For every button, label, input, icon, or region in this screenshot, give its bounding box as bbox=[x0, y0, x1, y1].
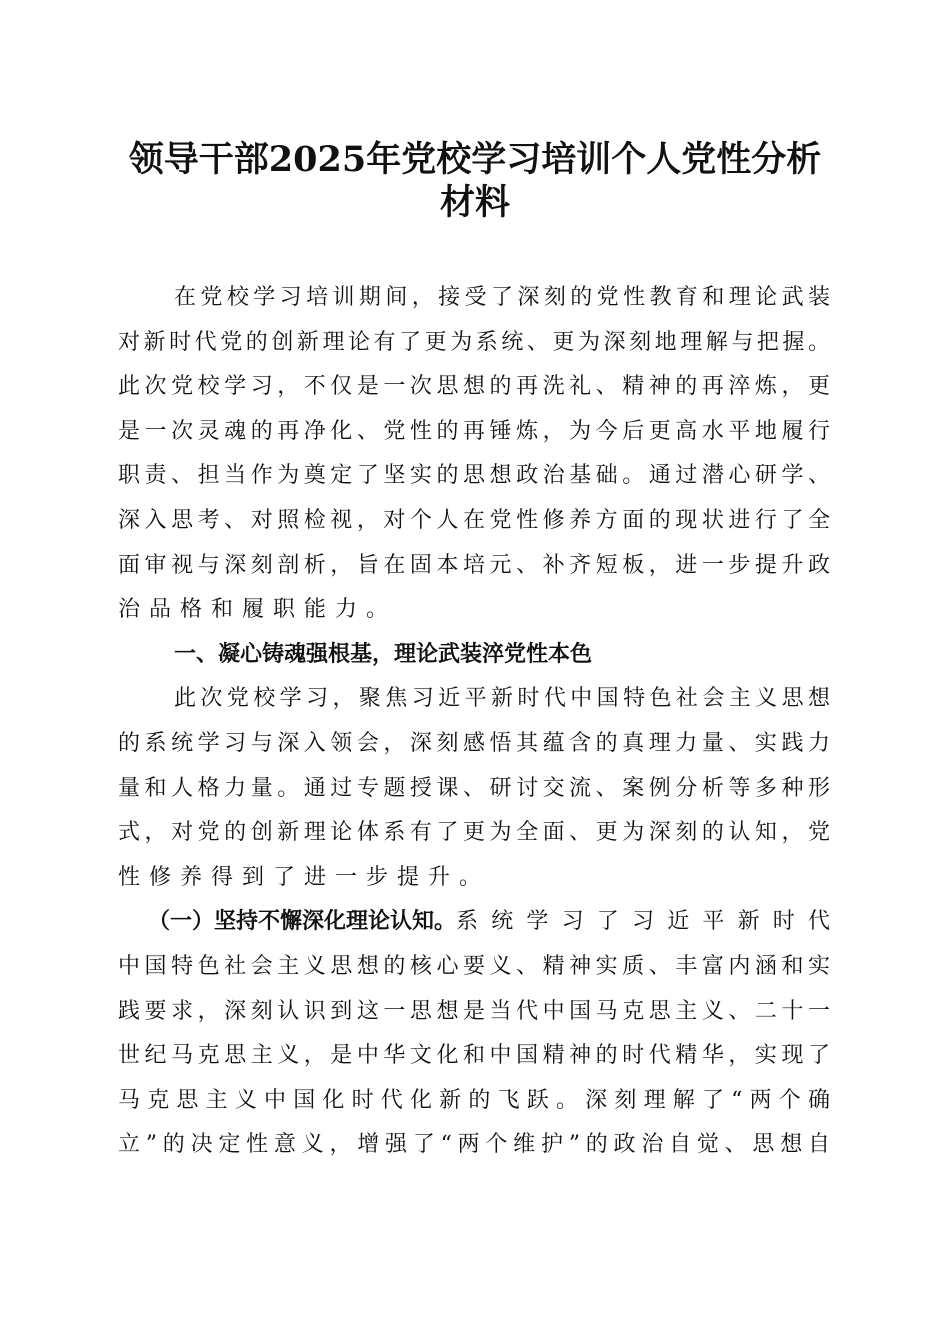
paragraph-line: 对新时代党的创新理论有了更为系统、更为深刻地理解与把握。 bbox=[118, 329, 830, 355]
document-body bbox=[118, 276, 830, 1168]
paragraph-line: 职责、担当作为奠定了坚实的思想政治基础。通过潜心研学、 bbox=[118, 463, 830, 489]
document-title-line-2: 材料 bbox=[439, 182, 510, 223]
subsection-line bbox=[118, 900, 830, 945]
paragraph-line: 式，对党的创新理论体系有了更为全面、更为深刻的认知，党 bbox=[118, 820, 830, 846]
document-title-line-1: 领导干部2025年党校学习培训个人党性分析 bbox=[128, 139, 822, 180]
paragraph-line: 践要求，深刻认识到这一思想是当代中国马克思主义、二十一 bbox=[118, 998, 830, 1024]
paragraph-line: 此次党校学习，不仅是一次思想的再洗礼、精神的再淬炼，更 bbox=[118, 374, 830, 400]
paragraph-text: 系统学习了习近平新时代 bbox=[456, 909, 830, 935]
section-heading: 一、凝心铸魂强根基，理论武装淬党性本色 bbox=[174, 641, 593, 667]
paragraph-line: 的系统学习与深入领会，深刻感悟其蕴含的真理力量、实践力 bbox=[118, 730, 830, 756]
paragraph-line: 面审视与深刻剖析，旨在固本培元、补齐短板，进一步提升政 bbox=[118, 552, 830, 578]
paragraph-line: 性修养得到了进一步提升。 bbox=[118, 864, 491, 890]
paragraph-line: 马克思主义中国化时代化新的飞跃。深刻理解了“两个确 bbox=[118, 1087, 830, 1113]
paragraph-line: 深入思考、对照检视，对个人在党性修养方面的现状进行了全 bbox=[118, 507, 830, 533]
paragraph-line: 立”的决定性意义，增强了“两个维护”的政治自觉、思想自 bbox=[118, 1132, 830, 1158]
paragraph-line: 中国特色社会主义思想的核心要义、精神实质、丰富内涵和实 bbox=[118, 953, 830, 979]
paragraph-line: 世纪马克思主义，是中华文化和中国精神的时代精华，实现了 bbox=[118, 1043, 830, 1069]
paragraph-line: 此次党校学习，聚焦习近平新时代中国特色社会主义思想 bbox=[174, 686, 830, 712]
paragraph-line: 在党校学习培训期间，接受了深刻的党性教育和理论武装 bbox=[174, 285, 830, 310]
paragraph-line: 量和人格力量。通过专题授课、研讨交流、案例分析等多种形 bbox=[118, 775, 830, 801]
subsection-heading: （一）坚持不懈深化理论认知。 bbox=[148, 909, 457, 935]
paragraph-line: 治品格和履职能力。 bbox=[118, 597, 398, 623]
paragraph-line: 是一次灵魂的再净化、党性的再锤炼，为今后更高水平地履行 bbox=[118, 418, 830, 444]
